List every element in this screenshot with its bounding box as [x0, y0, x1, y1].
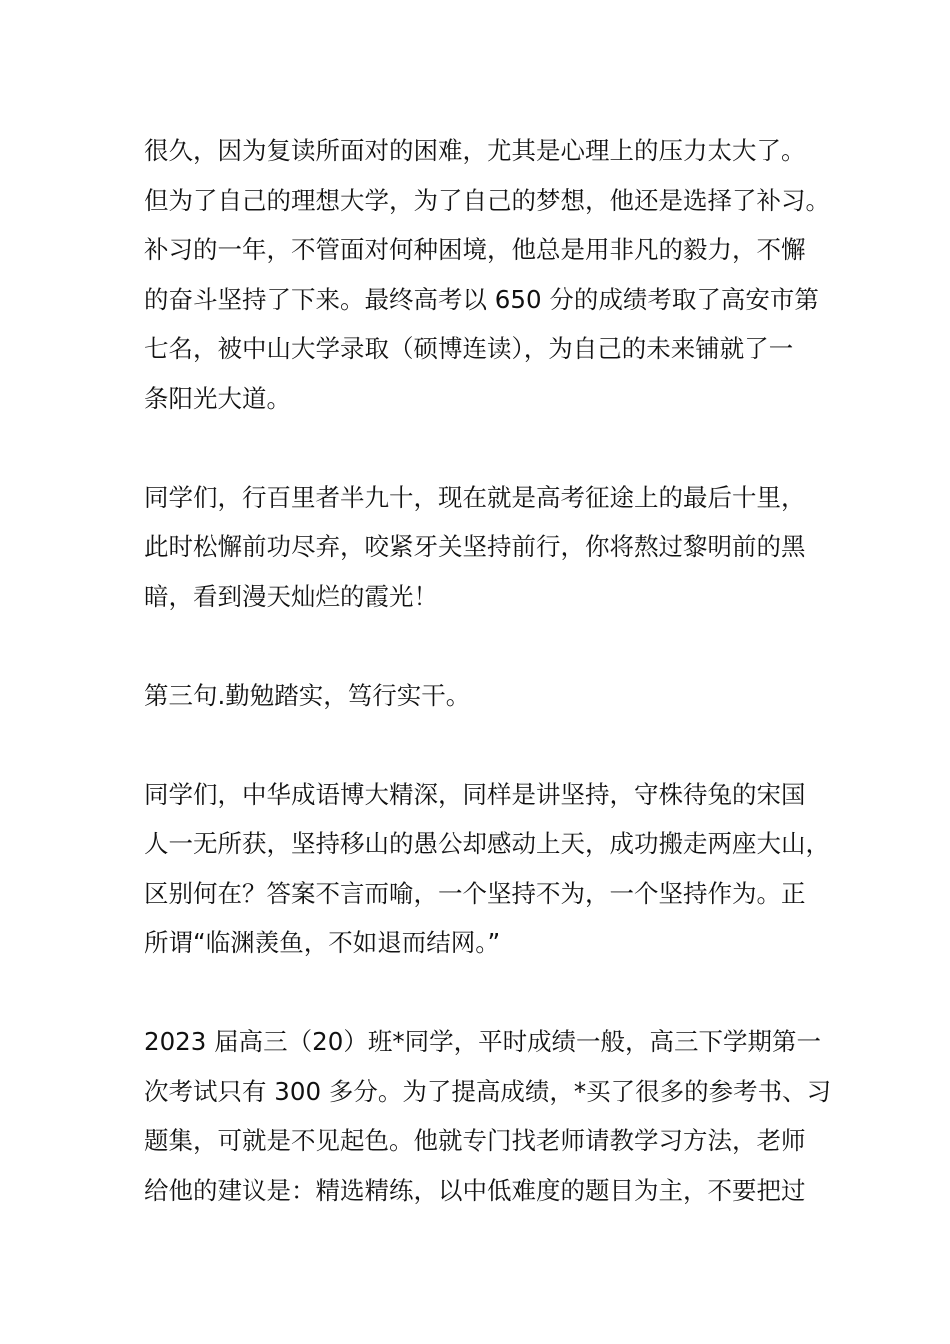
text-line: 次考试只有 300 多分。为了提高成绩，*买了很多的参考书、习	[144, 1076, 832, 1106]
text-line: 七名，被中山大学录取（硕博连读），为自己的未来铺就了一	[144, 334, 794, 363]
heading-line: 第三句.勤勉踏实，笃行实干。	[144, 680, 471, 710]
paragraph-1	[144, 126, 830, 423]
section-heading	[144, 671, 824, 721]
paragraph-4	[144, 1017, 832, 1215]
text-line: 此时松懈前功尽弃，咬紧牙关坚持前行，你将熬过黎明前的黑	[144, 532, 806, 561]
text-line: 同学们，行百里者半九十，现在就是高考征途上的最后十里，	[144, 482, 806, 512]
text-line: 条阳光大道。	[144, 383, 291, 413]
text-line: 的奋斗坚持了下来。最终高考以 650 分的成绩考取了高安市第	[144, 284, 819, 314]
text-line: 所谓“临渊羡鱼，不如退而结网。”	[144, 928, 501, 957]
text-line: 很久，因为复读所面对的困难，尤其是心理上的压力太大了。	[144, 136, 806, 165]
paragraph-3	[144, 770, 830, 968]
text-line: 人一无所获，坚持移山的愚公却感动上天，成功搬走两座大山，	[144, 829, 830, 858]
text-line: 2023 届高三（20）班*同学，平时成绩一般，高三下学期第一	[144, 1027, 822, 1056]
text-line: 补习的一年，不管面对何种困境，他总是用非凡的毅力，不懈	[144, 235, 806, 264]
text-line: 题集，可就是不见起色。他就专门找老师请教学习方法，老师	[144, 1126, 806, 1155]
text-line: 同学们，中华成语博大精深，同样是讲坚持，守株待兔的宋国	[144, 779, 806, 809]
text-line: 区别何在？答案不言而喻，一个坚持不为，一个坚持作为。正	[144, 878, 806, 908]
text-line: 但为了自己的理想大学，为了自己的梦想，他还是选择了补习。	[144, 185, 830, 215]
text-line: 暗，看到漫天灿烂的霞光！	[144, 581, 438, 611]
text-line: 给他的建议是：精选精练，以中低难度的题目为主，不要把过	[144, 1175, 806, 1205]
document-body	[144, 126, 832, 1265]
paragraph-2	[144, 473, 824, 622]
